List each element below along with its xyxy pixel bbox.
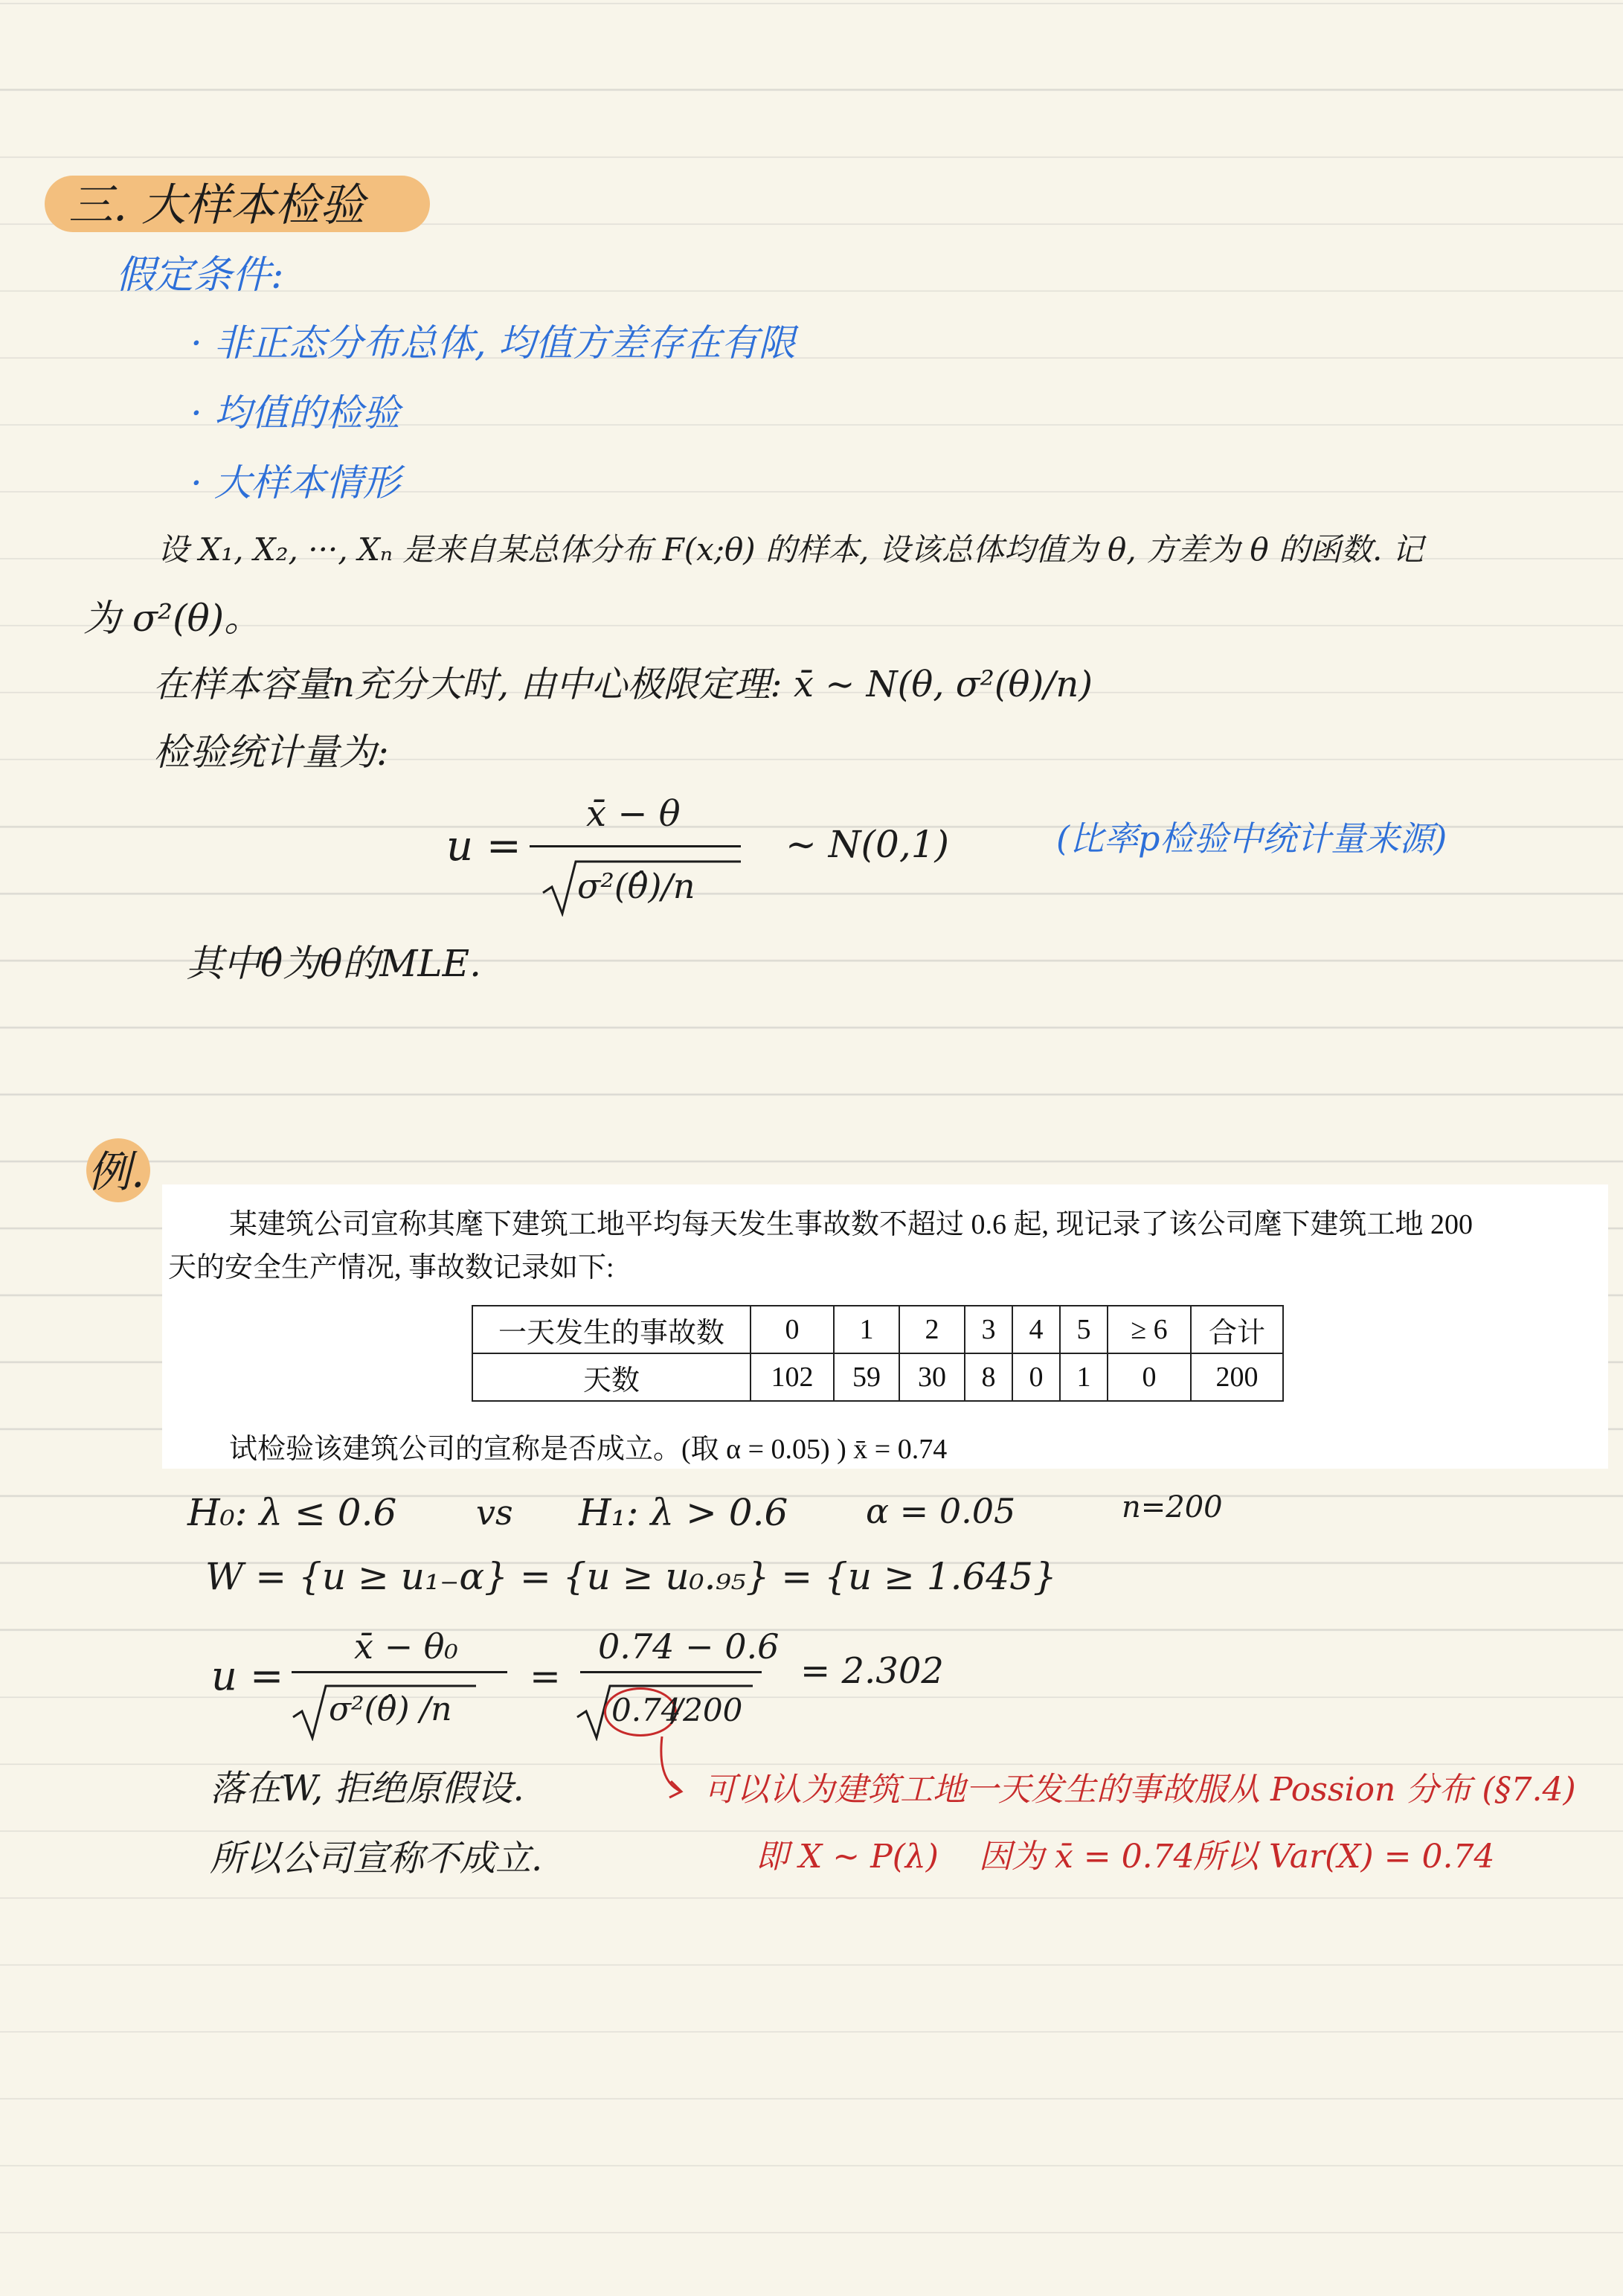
u-result: = 2.302 xyxy=(800,1650,944,1692)
fraction-bar xyxy=(292,1671,507,1673)
table-cell: 2 xyxy=(899,1306,965,1353)
u-lhs: u = xyxy=(211,1652,284,1699)
formula-note: (比率p检验中统计量来源) xyxy=(1056,818,1447,859)
body-line: 其中θ̂为θ的MLE. xyxy=(186,942,481,985)
poisson-note-detail: 因为 x̄ = 0.74 xyxy=(979,1838,1195,1876)
example-label: 例. xyxy=(88,1147,145,1197)
formula-distribution: ∼ N(0,1) xyxy=(785,823,950,866)
fraction-bar xyxy=(580,1671,762,1673)
poisson-note: 可以认为建筑工地一天发生的事故服从 Possion 分布 (§7.4) xyxy=(704,1771,1576,1809)
table-cell: 1 xyxy=(834,1306,899,1353)
poisson-note-detail: 即 X ~ P(λ) xyxy=(756,1838,939,1876)
accident-table xyxy=(472,1305,1284,1402)
section-title: 三. 大样本检验 xyxy=(68,179,365,231)
conclusion-line: 落在W, 拒绝原假设. xyxy=(210,1768,524,1809)
table-cell: 5 xyxy=(1060,1306,1108,1353)
formula-numerator: x̄ − θ xyxy=(586,793,681,835)
table-cell: 30 xyxy=(899,1353,965,1401)
hypothesis-vs: vs xyxy=(476,1492,513,1533)
problem-text: 某建筑公司宣称其麾下建筑工地平均每天发生事故数不超过 0.6 起, 现记录了该公司麾下建筑工地 200 xyxy=(229,1209,1473,1240)
table-cell: ≥ 6 xyxy=(1108,1306,1191,1353)
u-numerator-value: 0.74 − 0.6 xyxy=(598,1626,780,1667)
problem-text: 天的安全生产情况, 事故数记录如下: xyxy=(168,1252,614,1283)
body-line: 设 X₁, X₂, ···, Xₙ 是来自某总体分布 F(x;θ) 的样本, 设该总体均值为 θ, 方差为 θ 的函数. 记 xyxy=(158,531,1424,568)
body-line: 为 σ²(θ)。 xyxy=(83,597,262,640)
u-numerator: x̄ − θ₀ xyxy=(354,1626,458,1667)
hypothesis-h1: H₁: λ > 0.6 xyxy=(579,1491,788,1534)
table-cell: 3 xyxy=(965,1306,1012,1353)
problem-question: 试检验该建筑公司的宣称是否成立。(取 α = 0.05) ) x̄ = 0.74 xyxy=(229,1434,948,1465)
poisson-note-detail: 所以 Var(X) = 0.74 xyxy=(1193,1838,1495,1876)
table-cell: 0 xyxy=(751,1306,834,1353)
table-cell: 200 xyxy=(1191,1353,1283,1401)
u-denominator-circled: 0.74 xyxy=(611,1692,681,1728)
assumption-item: · 均值的检验 xyxy=(190,391,400,434)
table-row xyxy=(472,1306,1283,1353)
body-line: 检验统计量为: xyxy=(153,731,389,774)
body-line: 在样本容量n充分大时, 由中心极限定理: x̄ ∼ N(θ, σ²(θ)/n) xyxy=(153,664,1093,705)
table-cell: 8 xyxy=(965,1353,1012,1401)
fraction-bar xyxy=(530,845,741,847)
table-row xyxy=(472,1353,1283,1401)
u-denominator: σ²(θ̂) /n xyxy=(329,1690,452,1728)
table-header-cell: 一天发生的事故数 xyxy=(472,1306,751,1353)
assumption-item: · 大样本情形 xyxy=(190,461,400,504)
sample-size: n=200 xyxy=(1122,1490,1223,1524)
formula-lhs: u = xyxy=(446,822,521,870)
assumption-item: · 非正态分布总体, 均值方差存在有限 xyxy=(190,321,796,365)
arrow-icon xyxy=(652,1734,696,1800)
table-cell: 102 xyxy=(751,1353,834,1401)
hypothesis-h0: H₀: λ ≤ 0.6 xyxy=(187,1491,397,1534)
significance-level: α = 0.05 xyxy=(866,1491,1016,1531)
equals-sign: = xyxy=(530,1655,561,1698)
assumptions-label: 假定条件: xyxy=(116,253,284,298)
table-cell: 59 xyxy=(834,1353,899,1401)
rejection-region: W = {u ≥ u₁₋α} = {u ≥ u₀.₉₅} = {u ≥ 1.645} xyxy=(205,1555,1057,1598)
table-cell: 0 xyxy=(1012,1353,1060,1401)
conclusion-line: 所以公司宣称不成立. xyxy=(210,1838,543,1879)
table-cell: 合计 xyxy=(1191,1306,1283,1353)
u-denominator-rest: /200 xyxy=(672,1692,743,1728)
table-cell: 1 xyxy=(1060,1353,1108,1401)
table-cell: 4 xyxy=(1012,1306,1060,1353)
table-cell: 0 xyxy=(1108,1353,1191,1401)
formula-denominator: σ²(θ̂)/n xyxy=(577,866,695,906)
table-header-cell: 天数 xyxy=(472,1353,751,1401)
